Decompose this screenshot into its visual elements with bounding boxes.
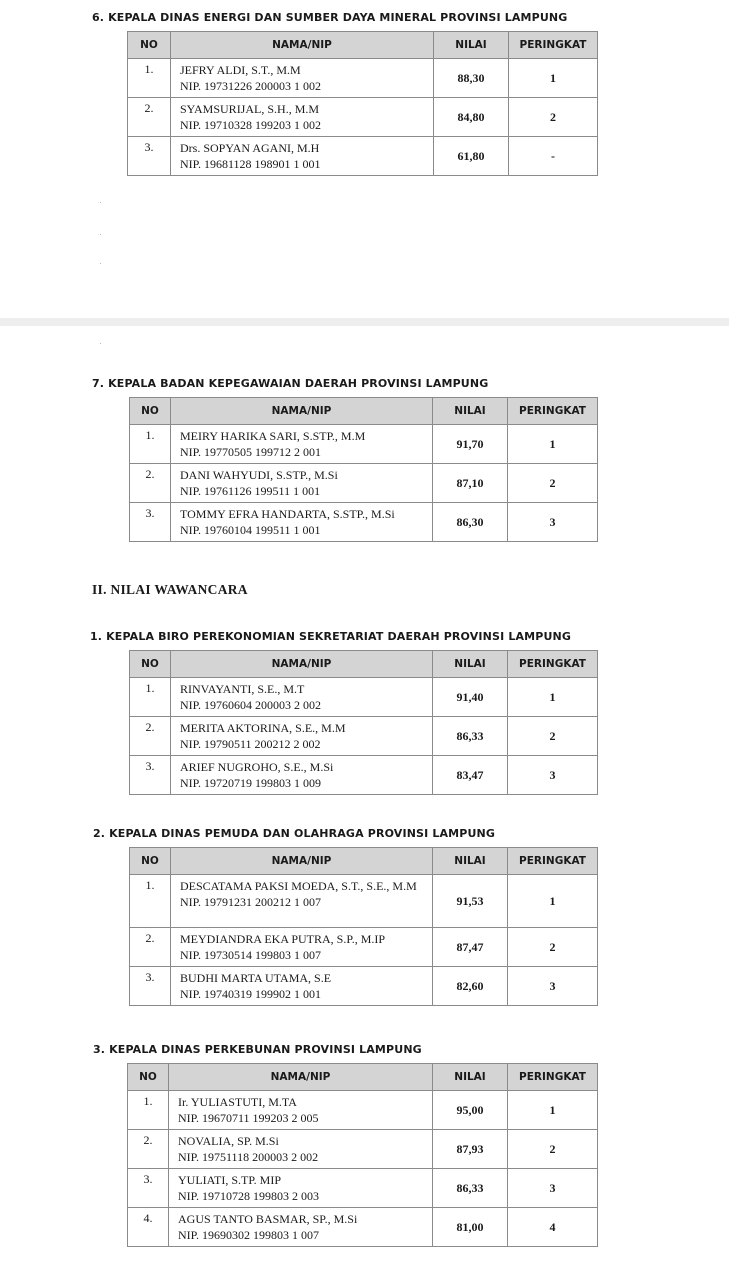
candidate-score: 91,40 (433, 678, 508, 717)
candidate-cell (169, 1169, 433, 1208)
table-header-row (128, 1064, 598, 1091)
section-title-energi: 6. KEPALA DINAS ENERGI DAN SUMBER DAYA MINERAL PROVINSI LAMPUNG (92, 11, 568, 24)
candidate-score: 91,70 (433, 425, 508, 464)
section-title-pemuda-olahraga: 2. KEPALA DINAS PEMUDA DAN OLAHRAGA PROVINSI LAMPUNG (93, 827, 496, 840)
candidate-cell (171, 875, 433, 928)
header-score: NILAI (433, 1064, 508, 1091)
table-header-row (128, 32, 598, 59)
table-row (130, 756, 598, 795)
candidate-rank: 3 (508, 1169, 598, 1208)
table-row (128, 1091, 598, 1130)
scan-speck (100, 263, 101, 264)
table-row (130, 967, 598, 1006)
row-number: 1. (128, 1091, 169, 1130)
candidate-nip: NIP. 19690302 199803 1 007 (178, 1228, 320, 1242)
header-no: NO (128, 1064, 169, 1091)
candidate-nip: NIP. 19720719 199803 1 009 (180, 776, 322, 790)
header-rank: PERINGKAT (508, 398, 598, 425)
row-number: 1. (130, 678, 171, 717)
candidate-nip: NIP. 19740319 199902 1 001 (180, 987, 322, 1001)
table-row (130, 875, 598, 928)
header-name: NAMA/NIP (171, 398, 433, 425)
ranking-table-pemuda-olahraga (129, 847, 598, 1006)
candidate-name: AGUS TANTO BASMAR, SP., M.Si (178, 1212, 358, 1226)
candidate-name: MERITA AKTORINA, S.E., M.M (180, 721, 346, 735)
candidate-score: 87,47 (433, 928, 508, 967)
candidate-rank: 1 (508, 1091, 598, 1130)
header-rank: PERINGKAT (508, 848, 598, 875)
candidate-score: 84,80 (434, 98, 509, 137)
candidate-score: 95,00 (433, 1091, 508, 1130)
table-row (130, 678, 598, 717)
candidate-cell (171, 756, 433, 795)
candidate-rank: 3 (508, 503, 598, 542)
row-number: 1. (130, 425, 171, 464)
table-row (128, 98, 598, 137)
table-row (128, 1208, 598, 1247)
candidate-nip: NIP. 19761126 199511 1 001 (180, 484, 321, 498)
candidate-name: TOMMY EFRA HANDARTA, S.STP., M.Si (180, 507, 395, 521)
candidate-nip: NIP. 19710728 199803 2 003 (178, 1189, 320, 1203)
row-number: 3. (128, 1169, 169, 1208)
table-row (130, 717, 598, 756)
table-row (130, 425, 598, 464)
section-title-bkd: 7. KEPALA BADAN KEPEGAWAIAN DAERAH PROVINSI LAMPUNG (92, 377, 489, 390)
candidate-score: 88,30 (434, 59, 509, 98)
table-row (128, 1130, 598, 1169)
candidate-nip: NIP. 19770505 199712 2 001 (180, 445, 322, 459)
candidate-nip: NIP. 19760104 199511 1 001 (180, 523, 321, 537)
candidate-nip: NIP. 19791231 200212 1 007 (180, 895, 322, 909)
row-number: 3. (130, 967, 171, 1006)
candidate-rank: 1 (508, 678, 598, 717)
candidate-nip: NIP. 19760604 200003 2 002 (180, 698, 322, 712)
row-number: 1. (128, 59, 171, 98)
candidate-score: 87,10 (433, 464, 508, 503)
header-no: NO (128, 32, 171, 59)
candidate-rank: 4 (508, 1208, 598, 1247)
candidate-rank: 1 (509, 59, 598, 98)
row-number: 1. (130, 875, 171, 928)
candidate-nip: NIP. 19790511 200212 2 002 (180, 737, 321, 751)
header-rank: PERINGKAT (508, 1064, 598, 1091)
header-name: NAMA/NIP (169, 1064, 433, 1091)
candidate-score: 81,00 (433, 1208, 508, 1247)
table-row (130, 464, 598, 503)
candidate-rank: 2 (508, 928, 598, 967)
candidate-name: ARIEF NUGROHO, S.E., M.Si (180, 760, 334, 774)
ranking-table-bkd (129, 397, 598, 542)
candidate-cell (171, 425, 433, 464)
candidate-name: YULIATI, S.TP. MIP (178, 1173, 282, 1187)
section-title-perkebunan: 3. KEPALA DINAS PERKEBUNAN PROVINSI LAMPUNG (93, 1043, 422, 1056)
candidate-cell (171, 717, 433, 756)
candidate-cell (171, 137, 434, 176)
candidate-name: DESCATAMA PAKSI MOEDA, S.T., S.E., M.M (180, 879, 417, 893)
candidate-nip: NIP. 19681128 198901 1 001 (180, 157, 321, 171)
candidate-rank: 2 (509, 98, 598, 137)
header-name: NAMA/NIP (171, 651, 433, 678)
candidate-nip: NIP. 19670711 199203 2 005 (178, 1111, 319, 1125)
scan-speck (100, 202, 101, 203)
header-rank: PERINGKAT (508, 651, 598, 678)
row-number: 2. (128, 1130, 169, 1169)
header-score: NILAI (434, 32, 509, 59)
table-row (130, 503, 598, 542)
header-score: NILAI (433, 398, 508, 425)
row-number: 2. (128, 98, 171, 137)
header-name: NAMA/NIP (171, 32, 434, 59)
candidate-score: 87,93 (433, 1130, 508, 1169)
candidate-cell (171, 967, 433, 1006)
table-header-row (130, 398, 598, 425)
table-row (130, 928, 598, 967)
header-rank: PERINGKAT (509, 32, 598, 59)
table-row (128, 1169, 598, 1208)
table-header-row (130, 848, 598, 875)
candidate-cell (169, 1208, 433, 1247)
candidate-rank: 1 (508, 875, 598, 928)
candidate-name: BUDHI MARTA UTAMA, S.E (180, 971, 332, 985)
page-break-gap (0, 318, 729, 326)
candidate-score: 91,53 (433, 875, 508, 928)
candidate-rank: - (509, 137, 598, 176)
candidate-cell (171, 928, 433, 967)
candidate-cell (171, 503, 433, 542)
candidate-name: MEYDIANDRA EKA PUTRA, S.P., M.IP (180, 932, 386, 946)
table-header-row (130, 651, 598, 678)
row-number: 2. (130, 717, 171, 756)
table-row (128, 59, 598, 98)
ranking-table-energi (127, 31, 598, 176)
candidate-name: MEIRY HARIKA SARI, S.STP., M.M (180, 429, 366, 443)
row-number: 3. (128, 137, 171, 176)
candidate-cell (171, 59, 434, 98)
candidate-name: RINVAYANTI, S.E., M.T (180, 682, 305, 696)
header-no: NO (130, 848, 171, 875)
candidate-rank: 3 (508, 967, 598, 1006)
row-number: 3. (130, 503, 171, 542)
ranking-table-perekonomian (129, 650, 598, 795)
part-two-heading: II. NILAI WAWANCARA (92, 582, 248, 597)
candidate-cell (169, 1130, 433, 1169)
row-number: 2. (130, 464, 171, 503)
candidate-name: Drs. SOPYAN AGANI, M.H (180, 141, 320, 155)
row-number: 3. (130, 756, 171, 795)
row-number: 2. (130, 928, 171, 967)
candidate-rank: 2 (508, 1130, 598, 1169)
candidate-nip: NIP. 19710328 199203 1 002 (180, 118, 322, 132)
candidate-nip: NIP. 19731226 200003 1 002 (180, 79, 322, 93)
candidate-rank: 2 (508, 464, 598, 503)
candidate-cell (171, 98, 434, 137)
candidate-cell (171, 464, 433, 503)
candidate-name: DANI WAHYUDI, S.STP., M.Si (180, 468, 338, 482)
candidate-name: JEFRY ALDI, S.T., M.M (180, 63, 301, 77)
candidate-score: 86,33 (433, 717, 508, 756)
candidate-name: SYAMSURIJAL, S.H., M.M (180, 102, 320, 116)
candidate-rank: 1 (508, 425, 598, 464)
header-no: NO (130, 398, 171, 425)
candidate-name: Ir. YULIASTUTI, M.TA (178, 1095, 297, 1109)
candidate-rank: 2 (508, 717, 598, 756)
candidate-name: NOVALIA, SP. M.Si (178, 1134, 279, 1148)
header-score: NILAI (433, 848, 508, 875)
candidate-score: 86,33 (433, 1169, 508, 1208)
candidate-score: 83,47 (433, 756, 508, 795)
section-title-perekonomian: 1. KEPALA BIRO PEREKONOMIAN SEKRETARIAT DAERAH PROVINSI LAMPUNG (90, 630, 572, 643)
row-number: 4. (128, 1208, 169, 1247)
scan-speck (100, 343, 101, 344)
candidate-nip: NIP. 19730514 199803 1 007 (180, 948, 322, 962)
candidate-nip: NIP. 19751118 200003 2 002 (178, 1150, 319, 1164)
header-name: NAMA/NIP (171, 848, 433, 875)
candidate-cell (171, 678, 433, 717)
table-row (128, 137, 598, 176)
ranking-table-perkebunan (127, 1063, 598, 1247)
header-no: NO (130, 651, 171, 678)
candidate-score: 82,60 (433, 967, 508, 1006)
candidate-cell (169, 1091, 433, 1130)
candidate-score: 86,30 (433, 503, 508, 542)
candidate-score: 61,80 (434, 137, 509, 176)
header-score: NILAI (433, 651, 508, 678)
candidate-rank: 3 (508, 756, 598, 795)
scan-speck (100, 234, 101, 235)
